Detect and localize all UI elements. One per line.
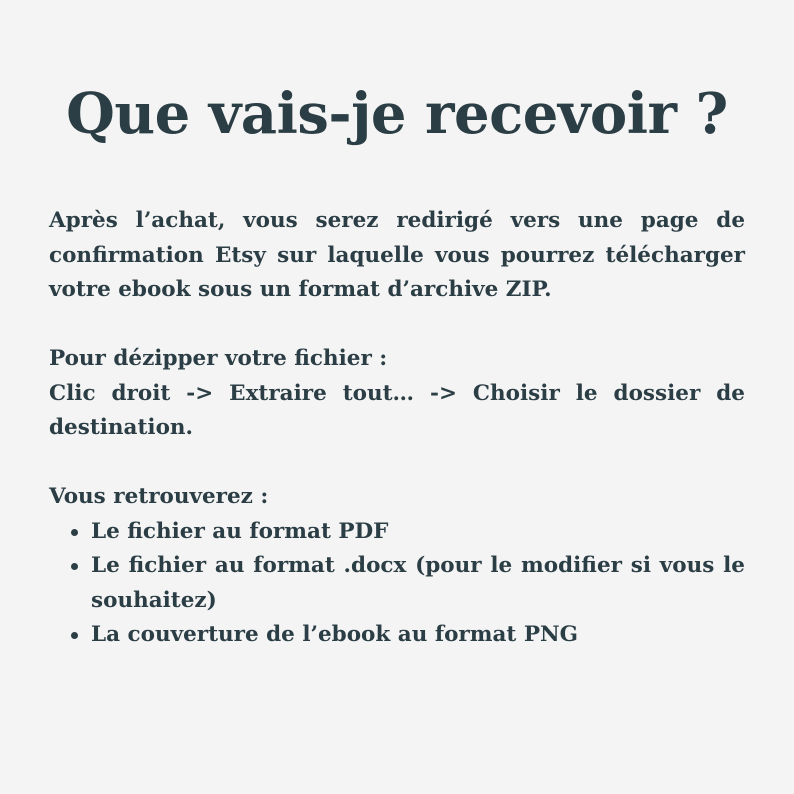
list-item [49, 515, 745, 550]
list-item-text: Le fichier au format PDF [91, 518, 389, 544]
contents-list [49, 515, 745, 653]
spacer [49, 446, 745, 481]
list-item [49, 549, 745, 618]
list-item-text: La couverture de l’ebook au format PNG [91, 622, 579, 647]
intro-paragraph: Après l’achat, vous serez redirigé vers une page de confirmation Etsy sur laquelle vous pourrez télécharger votre ebook sous un format d’archive ZIP. [49, 208, 745, 302]
bullet-icon [71, 529, 78, 536]
bullet-icon [71, 563, 78, 570]
spacer [49, 308, 745, 343]
bullet-icon [71, 632, 78, 639]
content [49, 204, 745, 653]
contents-heading: Vous retrouverez : [49, 484, 269, 509]
page-title: Que vais-je recevoir ? [66, 81, 728, 147]
list-item-text: Le fichier au format .docx (pour le modifier si vous le souhaitez) [91, 553, 745, 613]
list-item [49, 618, 745, 653]
unzip-steps: Clic droit -> Extraire tout… -> Choisir le dossier de destination. [49, 380, 745, 440]
unzip-heading: Pour dézipper votre fichier : [49, 346, 388, 371]
